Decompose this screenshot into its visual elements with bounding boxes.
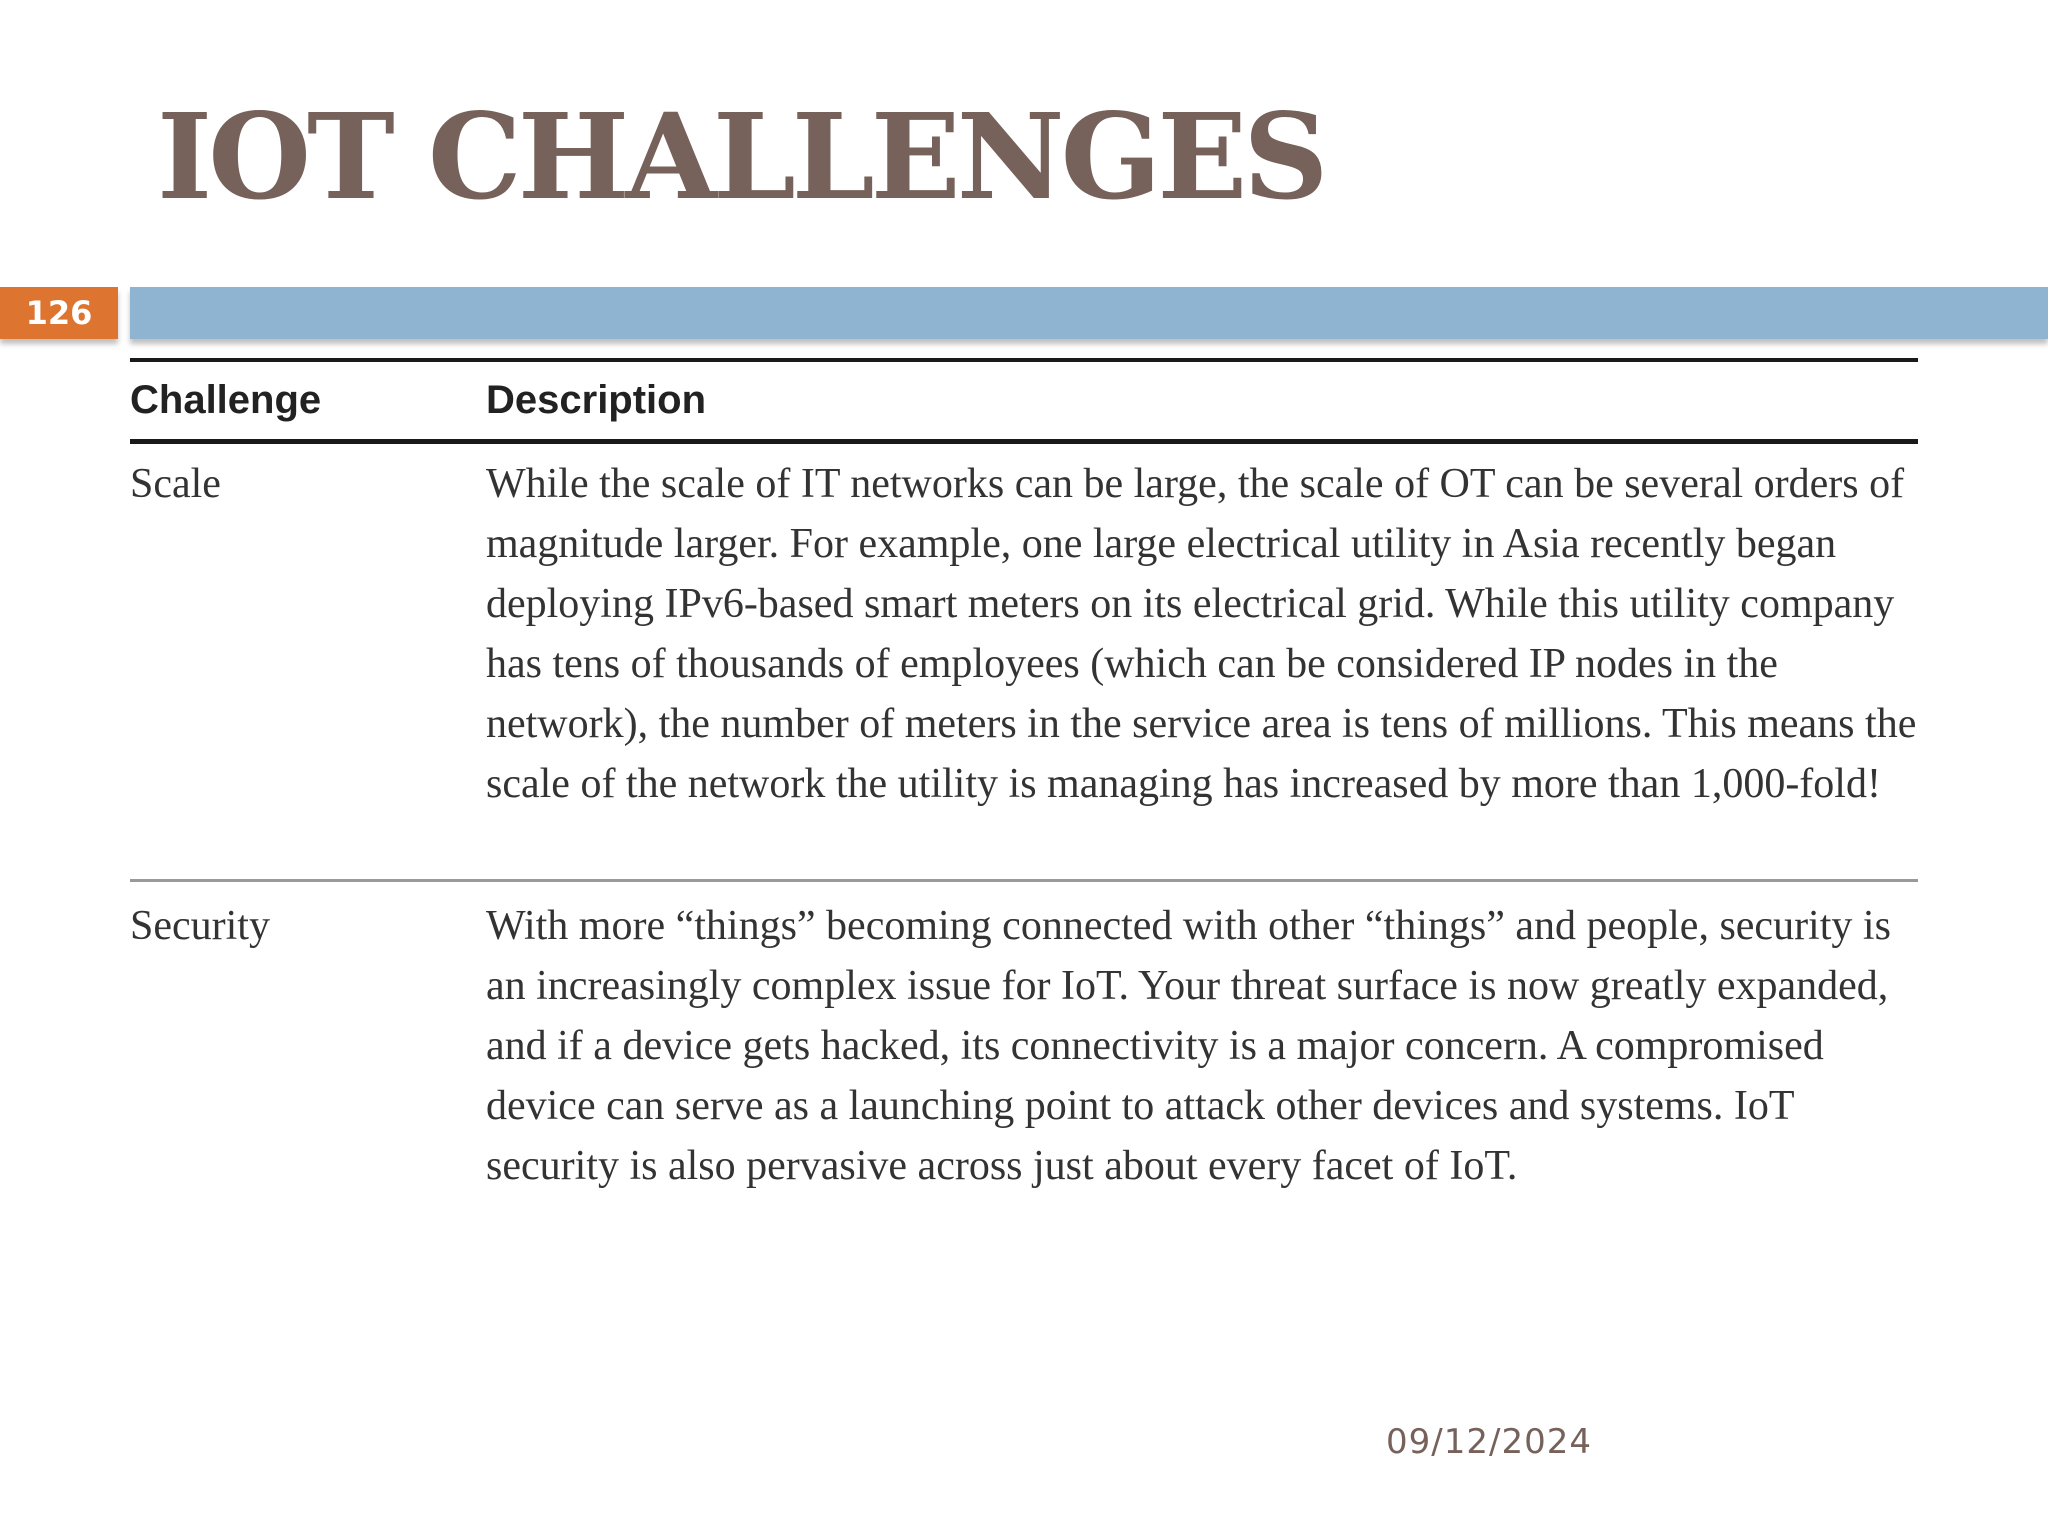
slide-title: IOT CHALLENGES	[157, 87, 1325, 226]
slide-number-badge: 126	[0, 287, 118, 339]
table-row	[130, 882, 1918, 1196]
challenge-cell: Scale	[130, 461, 221, 507]
title-divider-band	[130, 287, 2048, 339]
header-challenge: Challenge	[130, 378, 322, 422]
header-description: Description	[486, 378, 707, 422]
table-header-row	[130, 362, 1918, 444]
challenges-table	[130, 358, 1918, 1196]
table-row	[130, 444, 1918, 882]
challenge-cell: Security	[130, 903, 270, 949]
description-cell: With more “things” becoming connected with other “things” and people, security is an increasingly complex issue for IoT. Your threat surface is now greatly expanded, and if a device gets hacked, its connectivity is a major concern. A compromised device can serve as a launching point to attack other devices and systems. IoT security is also pervasive across just about every facet of IoT.	[486, 903, 1891, 1189]
slide-date: 09/12/2024	[1386, 1422, 1592, 1462]
description-cell: While the scale of IT networks can be large, the scale of OT can be several orders of magnitude larger. For example, one large electrical utility in Asia recently began deploying IPv6-based smart meters on its electrical grid. While this utility company has tens of thousands of employees (which can be considered IP nodes in the network), the number of meters in the service area is tens of millions. This means the scale of the network the utility is managing has increased by more than 1,000-fold!	[486, 461, 1917, 807]
